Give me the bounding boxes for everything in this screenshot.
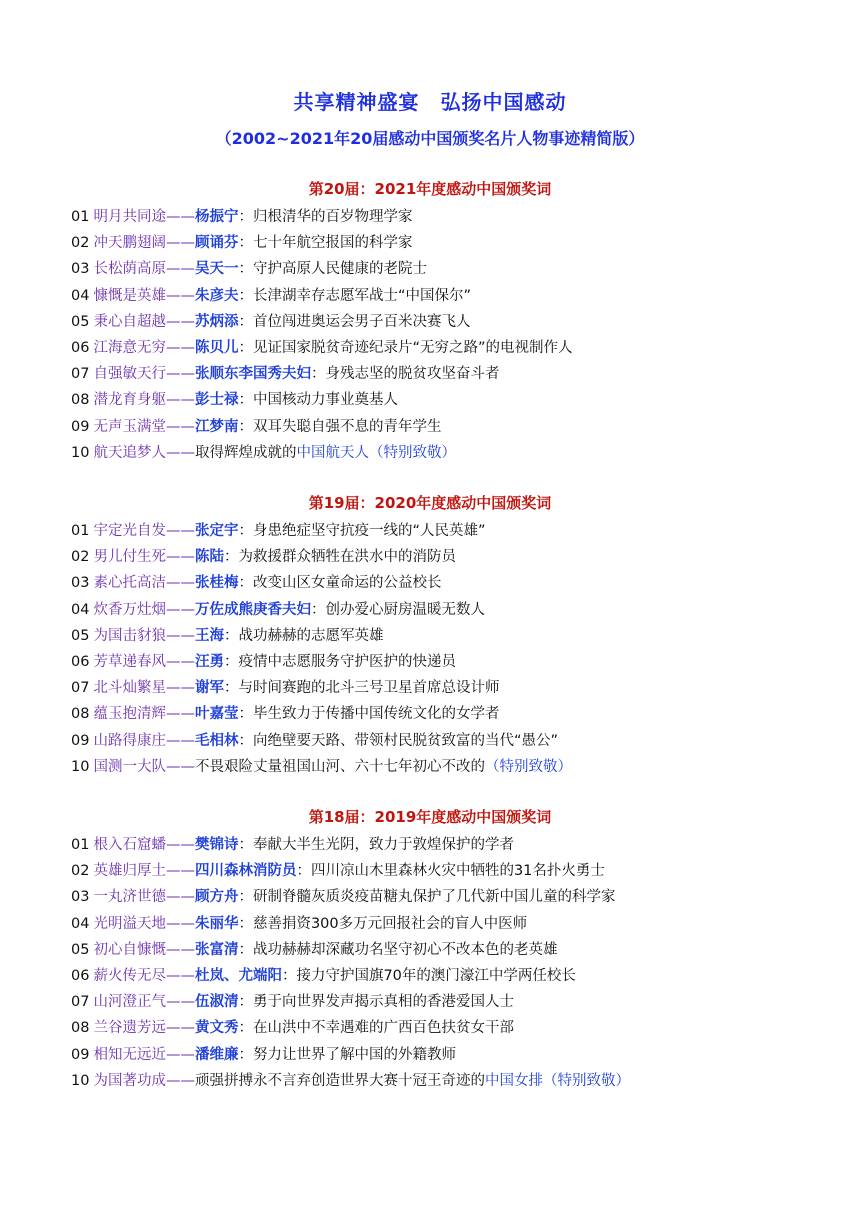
entry-colon: ： (238, 889, 253, 906)
entry-motto: 光明溢天地 (93, 915, 166, 932)
entry-num: 01 (71, 523, 90, 539)
list-item (71, 309, 470, 335)
entry-desc: 奉献大半生光阴，致力于敦煌保护的学者 (252, 837, 514, 853)
list-item (71, 544, 456, 570)
entry-name: 潘维廉 (194, 1046, 239, 1063)
entry-num: 05 (71, 941, 90, 958)
entry-num: 07 (71, 366, 90, 383)
entry-dash: —— (165, 968, 195, 984)
list-item (71, 518, 485, 544)
entry-colon: ： (238, 340, 253, 356)
entry-name: 朱丽华 (194, 915, 239, 932)
list-item (71, 649, 456, 675)
entry-motto: 芳草递春风 (93, 654, 166, 670)
entry-motto: 炊香万灶烟 (93, 601, 166, 618)
entry-name: 杨振宁 (194, 209, 239, 225)
entry-colon: ： (238, 261, 253, 278)
entry-dash: —— (165, 418, 195, 435)
entry-motto: 冲天鹏翅阔 (93, 235, 166, 252)
list-item (71, 623, 383, 649)
list-item (71, 361, 499, 387)
list-item (71, 204, 412, 230)
entry-dash: —— (165, 261, 195, 278)
list-item (71, 754, 572, 780)
entry-desc: 疫情中志愿服务守护医护的快递员 (238, 654, 456, 670)
entry-desc: 向绝壁要天路、带领村民脱贫致富的当代“愚公” (252, 732, 558, 749)
entry-name: 万佐成熊庚香夫妇 (194, 601, 311, 618)
entry-motto: 无声玉满堂 (93, 418, 166, 435)
entry-desc: 归根清华的百岁物理学家 (252, 209, 413, 225)
entry-num: 08 (71, 706, 90, 723)
entry-dash: —— (165, 444, 195, 461)
entry-motto: 航天追梦人 (93, 444, 166, 461)
entry-desc: 顽强拼搏永不言弃创造世界大赛十冠王奇迹的 (194, 1072, 485, 1089)
entry-colon: ： (238, 837, 253, 853)
entry-name: 叶嘉莹 (194, 706, 239, 723)
entry-desc: 创办爱心厨房温暖无数人 (325, 601, 485, 618)
entry-dash: —— (165, 523, 195, 539)
list-item (71, 884, 615, 910)
entry-desc: 不畏艰险丈量祖国山河、六十七年初心不改的 (194, 758, 485, 775)
entry-num: 05 (71, 313, 90, 330)
entry-dash: —— (165, 1046, 195, 1063)
entry-desc: 取得辉煌成就的 (194, 444, 297, 461)
entry-desc: 为救援群众牺牲在洪水中的消防员 (238, 549, 456, 566)
entry-name: 朱彦夫 (194, 287, 239, 304)
entry-desc: 慈善捐资300多万元回报社会的盲人中医师 (252, 915, 528, 932)
entry-colon: ： (310, 366, 326, 383)
entry-motto: 慷慨是英雄 (93, 287, 166, 304)
entry-num: 01 (71, 837, 90, 853)
entry-dash: —— (165, 706, 195, 723)
entry-colon: ： (223, 680, 239, 697)
entry-colon: ： (238, 1020, 253, 1037)
entry-desc: 战功赫赫的志愿军英雄 (238, 627, 384, 644)
entry-num: 03 (71, 575, 90, 592)
entry-num: 06 (71, 340, 90, 356)
entry-num: 08 (71, 392, 90, 409)
entry-motto: 山河澄正气 (93, 994, 166, 1011)
entry-num: 06 (71, 654, 90, 670)
entry-num: 03 (71, 261, 90, 278)
entry-desc: 身患绝症坚守抗疫一线的“人民英雄” (252, 523, 486, 539)
entry-desc: 改变山区女童命运的公益校长 (252, 575, 442, 592)
entry-colon: ： (223, 549, 239, 566)
entry-dash: —— (165, 287, 195, 304)
entry-dash: —— (165, 654, 195, 670)
entry-highlight: 中国女排（特别致敬） (484, 1072, 630, 1089)
entry-desc: 七十年航空报国的科学家 (252, 235, 413, 252)
entry-highlight: 中国航天人（特别致敬） (296, 444, 456, 461)
entry-name: 汪勇 (194, 654, 224, 670)
entry-motto: 英雄归厚土 (93, 863, 166, 880)
entry-name: 吴天一 (194, 261, 239, 278)
section-title: 第20届：2021年度感动中国颁奖词 (308, 180, 552, 198)
list-item (71, 597, 485, 623)
entry-colon: ： (238, 706, 253, 723)
entry-colon: ： (238, 209, 253, 225)
list-item (71, 858, 605, 884)
list-item (71, 1042, 456, 1068)
entry-name: 张定宇 (194, 523, 239, 539)
entry-dash: —— (165, 889, 195, 906)
entry-num: 10 (71, 444, 90, 461)
entry-num: 07 (71, 994, 90, 1011)
entry-colon: ： (238, 392, 253, 409)
list-item (71, 387, 398, 413)
list-item (71, 283, 471, 309)
section-title: 第19届：2020年度感动中国颁奖词 (308, 494, 552, 512)
section-title: 第18届：2019年度感动中国颁奖词 (308, 808, 552, 826)
entry-desc: 勇于向世界发声揭示真相的香港爱国人士 (252, 994, 514, 1011)
entry-dash: —— (165, 575, 195, 592)
list-item (71, 989, 514, 1015)
entry-dash: —— (165, 340, 195, 356)
entry-desc: 在山洪中不幸遇难的广西百色扶贫女干部 (252, 1020, 514, 1037)
entry-desc: 接力守护国旗70年的澳门濠江中学两任校长 (296, 968, 576, 984)
entry-num: 04 (71, 601, 90, 618)
entry-dash: —— (165, 994, 195, 1011)
entry-name: 张桂梅 (194, 575, 239, 592)
entry-dash: —— (165, 837, 195, 853)
entry-motto: 北斗灿繁星 (93, 680, 166, 697)
entry-num: 04 (71, 287, 90, 304)
entry-num: 08 (71, 1020, 90, 1037)
entry-colon: ： (238, 732, 253, 749)
entry-name: 顾方舟 (194, 889, 239, 906)
entry-colon: ： (238, 575, 253, 592)
entry-colon: ： (223, 627, 239, 644)
entry-motto: 相知无远近 (93, 1046, 166, 1063)
entry-dash: —— (165, 392, 195, 409)
entry-dash: —— (165, 941, 195, 958)
entry-motto: 薪火传无尽 (93, 968, 166, 984)
entry-name: 顾诵芬 (194, 235, 239, 252)
entry-num: 10 (71, 1072, 90, 1089)
entry-dash: —— (165, 1072, 195, 1089)
page-title: 共享精神盛宴 弘扬中国感动 (293, 90, 567, 114)
entry-desc: 双耳失聪自强不息的青年学生 (252, 418, 442, 435)
entry-dash: —— (165, 758, 195, 775)
entry-motto: 秉心自超越 (93, 313, 166, 330)
entry-colon: ： (238, 235, 253, 252)
entry-name: 王海 (194, 627, 224, 644)
list-item (71, 256, 427, 282)
entry-motto: 为国击豺狼 (93, 627, 166, 644)
list-item (71, 414, 441, 440)
entry-dash: —— (165, 627, 195, 644)
entry-dash: —— (165, 235, 195, 252)
list-item (71, 675, 499, 701)
entry-dash: —— (165, 601, 195, 618)
entry-colon: ： (223, 654, 239, 670)
entry-name: 江梦南 (194, 418, 239, 435)
entry-motto: 男儿付生死 (93, 549, 166, 566)
list-item (71, 963, 576, 989)
entry-desc: 与时间赛跑的北斗三号卫星首席总设计师 (238, 680, 500, 697)
entry-motto: 国测一大队 (93, 758, 166, 775)
entry-colon: ： (238, 418, 253, 435)
entry-name: 张顺东李国秀夫妇 (194, 366, 311, 383)
entry-dash: —— (165, 863, 195, 880)
page-subtitle: （2002~2021年20届感动中国颁奖名片人物事迹精简版） (215, 129, 645, 148)
entry-name: 伍淑清 (194, 994, 239, 1011)
entry-name: 张富清 (194, 941, 239, 958)
entry-colon: ： (281, 968, 297, 984)
entry-desc: 战功赫赫却深藏功名坚守初心不改本色的老英雄 (252, 941, 558, 958)
entry-desc: 守护高原人民健康的老院士 (252, 261, 427, 278)
entry-motto: 素心托高洁 (93, 575, 166, 592)
entry-name: 陈陆 (194, 549, 224, 566)
entry-desc: 身残志坚的脱贫攻坚奋斗者 (325, 366, 500, 383)
entry-name: 樊锦诗 (194, 837, 239, 853)
entry-motto: 宇定光自发 (93, 523, 166, 539)
entry-dash: —— (165, 732, 195, 749)
entry-colon: ： (238, 915, 253, 932)
entry-motto: 兰谷遗芳远 (93, 1020, 166, 1037)
entry-name: 杜岚、尤端阳 (194, 968, 282, 984)
entry-motto: 根入石窟蟠 (93, 837, 166, 853)
entry-motto: 明月共同途 (93, 209, 166, 225)
entry-motto: 长松荫高原 (93, 261, 166, 278)
entry-desc: 见证国家脱贫奇迹纪录片“无穷之路”的电视制作人 (252, 340, 573, 356)
entry-dash: —— (165, 313, 195, 330)
entry-colon: ： (238, 313, 253, 330)
entry-num: 09 (71, 732, 90, 749)
entry-desc: 努力让世界了解中国的外籍教师 (252, 1046, 456, 1063)
entry-dash: —— (165, 1020, 195, 1037)
entry-name: 毛相林 (194, 732, 239, 749)
entry-num: 02 (71, 235, 90, 252)
entry-dash: —— (165, 209, 195, 225)
list-item (71, 937, 557, 963)
entry-dash: —— (165, 366, 195, 383)
list-item (71, 1068, 630, 1094)
entry-num: 02 (71, 863, 90, 880)
entry-name: 谢军 (194, 680, 224, 697)
entry-colon: ： (238, 994, 253, 1011)
entry-desc: 毕生致力于传播中国传统文化的女学者 (252, 706, 500, 723)
entry-num: 10 (71, 758, 90, 775)
entry-desc: 长津湖幸存志愿军战士“中国保尔” (252, 287, 471, 304)
list-item (71, 832, 514, 858)
entry-colon: ： (310, 601, 326, 618)
list-item (71, 440, 456, 466)
entry-num: 09 (71, 418, 90, 435)
entry-colon: ： (238, 941, 253, 958)
list-item (71, 1015, 514, 1041)
list-item (71, 701, 499, 727)
entry-num: 01 (71, 209, 90, 225)
entry-num: 05 (71, 627, 90, 644)
list-item (71, 728, 558, 754)
entry-num: 02 (71, 549, 90, 566)
entry-desc: 首位闯进奥运会男子百米决赛飞人 (252, 313, 471, 330)
entry-name: 苏炳添 (194, 313, 239, 330)
entry-dash: —— (165, 680, 195, 697)
entry-colon: ： (238, 523, 253, 539)
list-item (71, 335, 572, 361)
entry-name: 黄文秀 (194, 1020, 239, 1037)
list-item (71, 570, 441, 596)
entry-highlight: （特别致敬） (484, 758, 572, 775)
entry-num: 09 (71, 1046, 90, 1063)
entry-num: 07 (71, 680, 90, 697)
list-item (71, 230, 412, 256)
entry-dash: —— (165, 915, 195, 932)
entry-desc: 四川凉山木里森林火灾中牺牲的31名扑火勇士 (310, 863, 605, 880)
entry-name: 四川森林消防员 (194, 863, 297, 880)
entry-name: 彭士禄 (194, 392, 239, 409)
entry-motto: 初心自慷慨 (93, 941, 166, 958)
entry-dash: —— (165, 549, 195, 566)
entry-motto: 江海意无穷 (93, 340, 166, 356)
entry-motto: 山路得康庄 (93, 732, 166, 749)
entry-name: 陈贝儿 (194, 340, 239, 356)
entry-desc: 研制脊髓灰质炎疫苗糖丸保护了几代新中国儿童的科学家 (252, 889, 616, 906)
entry-motto: 蕴玉抱清辉 (93, 706, 166, 723)
list-item (71, 911, 527, 937)
entry-motto: 一丸济世德 (93, 889, 166, 906)
entry-num: 04 (71, 915, 90, 932)
entry-colon: ： (296, 863, 311, 880)
entry-colon: ： (238, 287, 253, 304)
entry-colon: ： (238, 1046, 253, 1063)
entry-motto: 为国著功成 (93, 1072, 166, 1089)
entry-num: 03 (71, 889, 90, 906)
entry-num: 06 (71, 968, 90, 984)
entry-desc: 中国核动力事业奠基人 (252, 392, 398, 409)
entry-motto: 自强敏天行 (93, 366, 166, 383)
entry-motto: 潜龙育身躯 (93, 392, 166, 409)
